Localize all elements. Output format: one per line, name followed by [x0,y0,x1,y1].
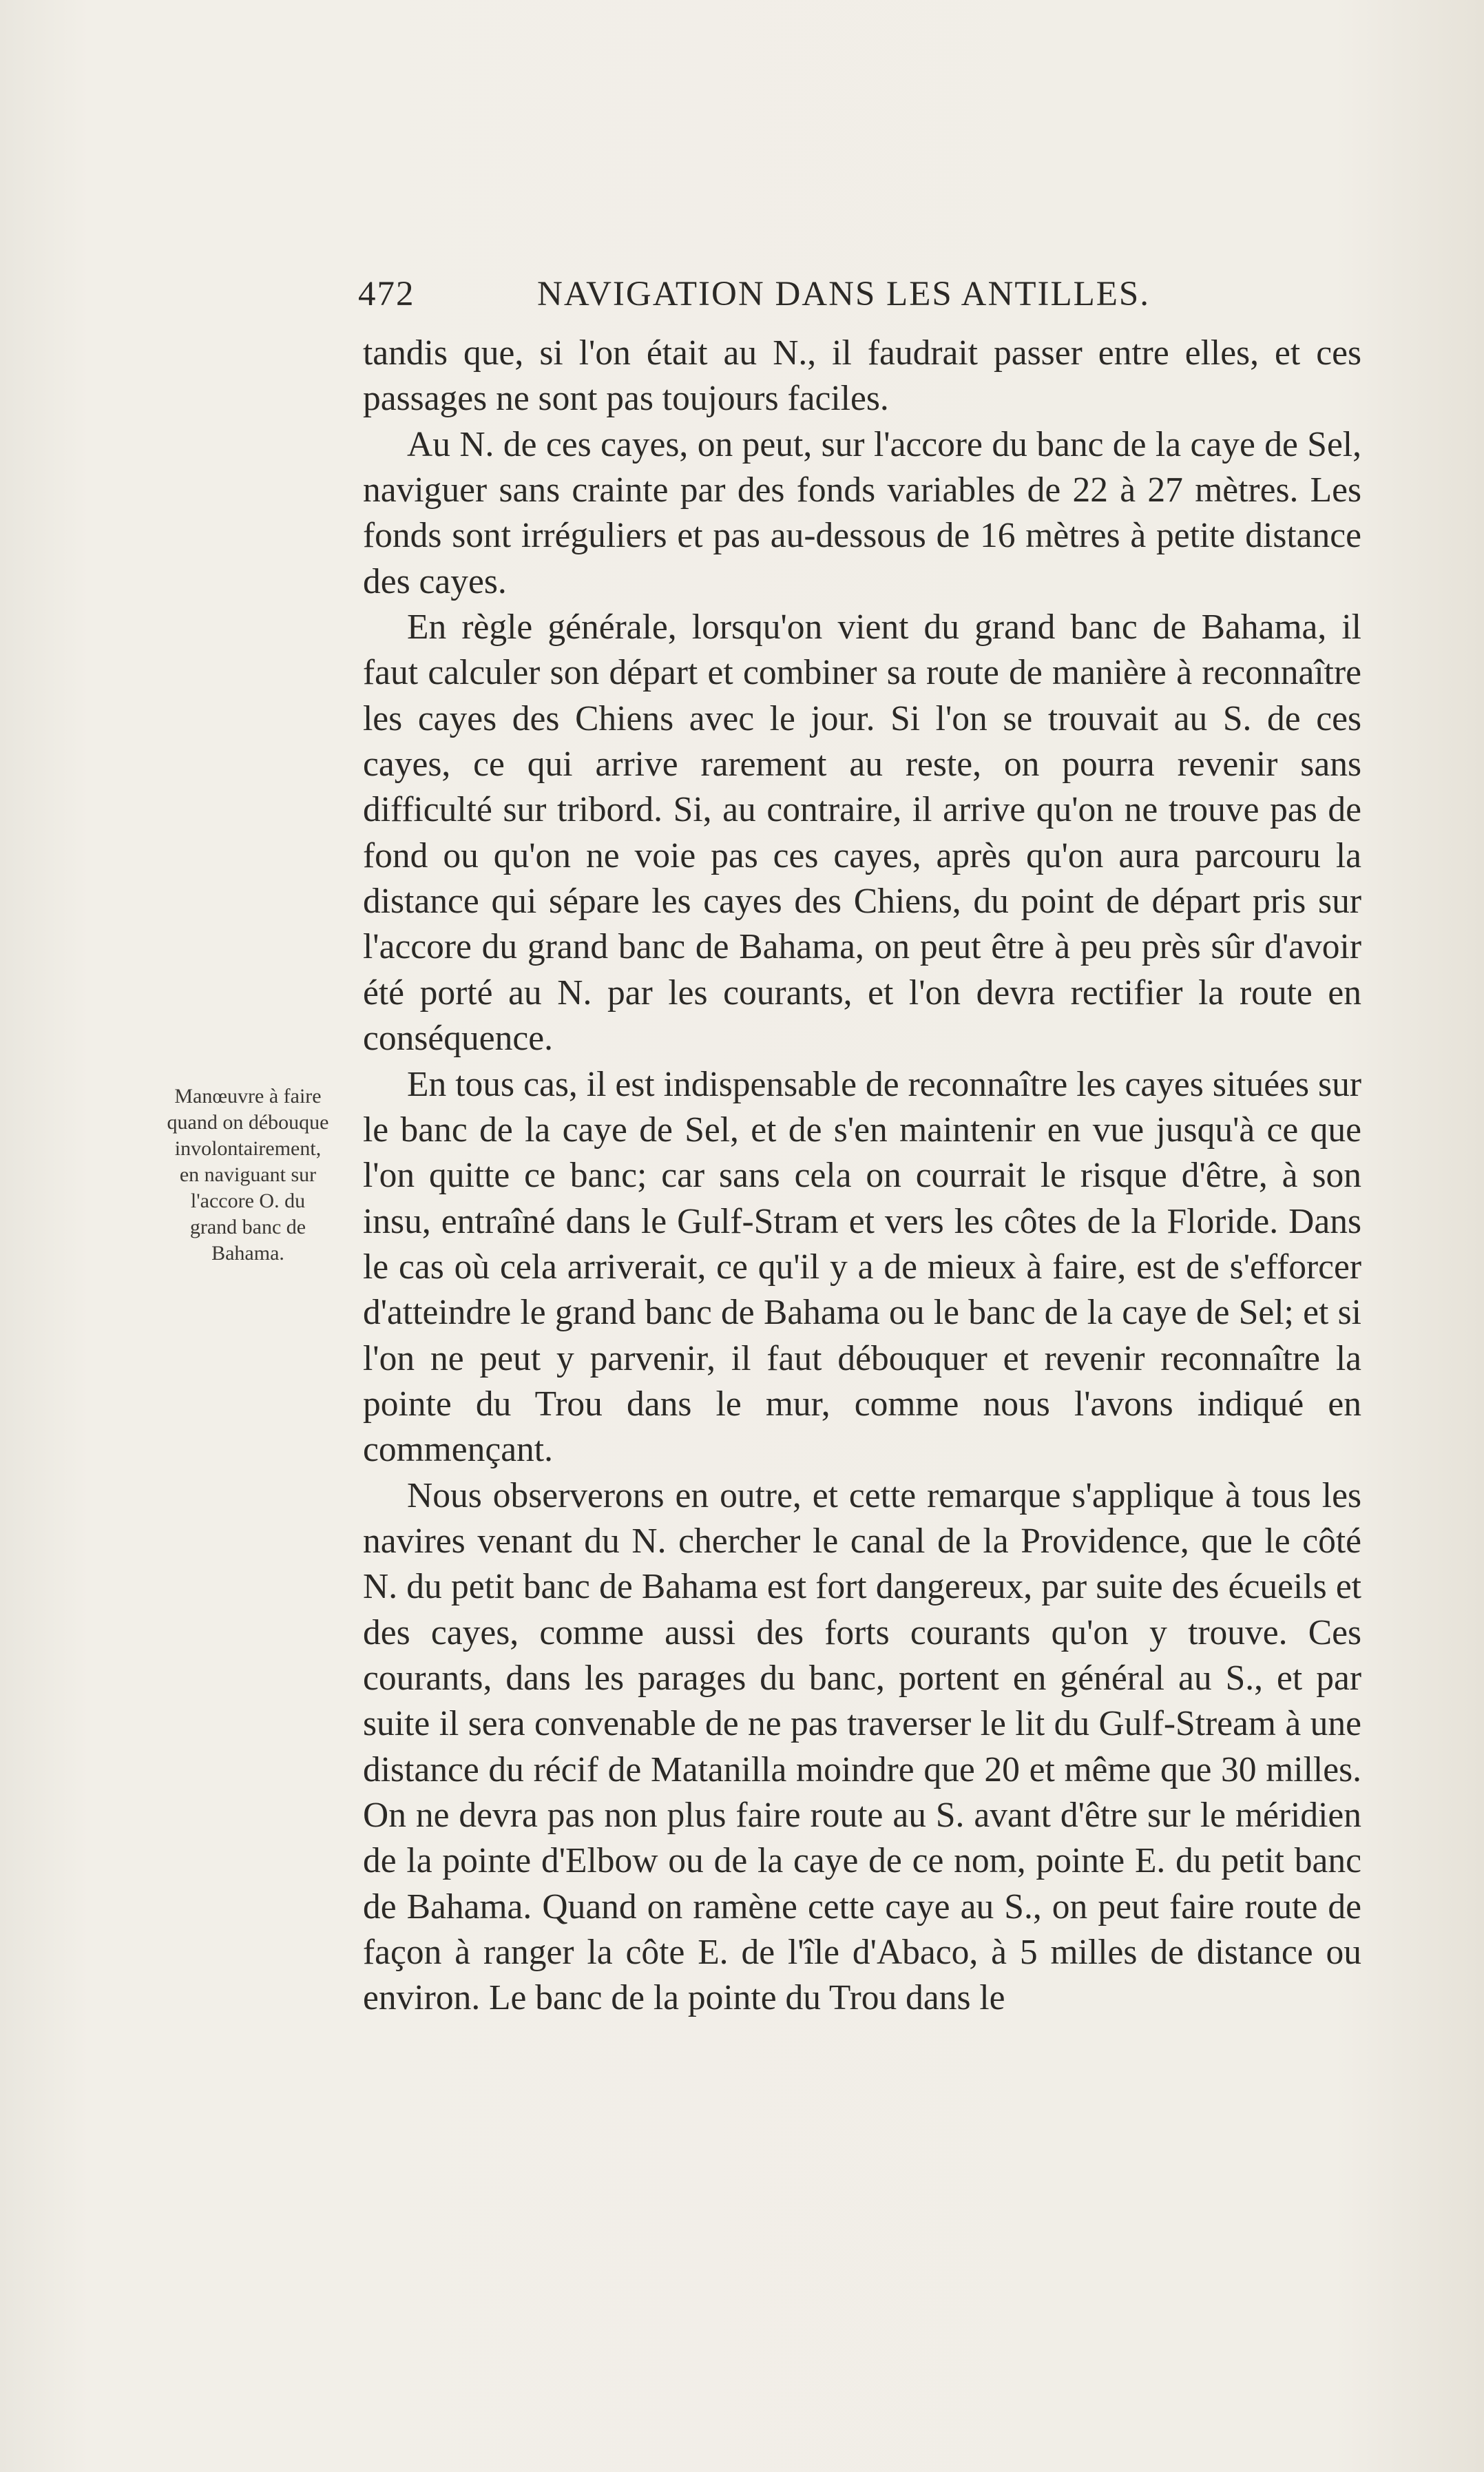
running-title: NAVIGATION DANS LES ANTILLES. [537,275,1151,313]
page-number: 472 [358,275,415,313]
paragraph: tandis que, si l'on était au N., il faudrait passer entre elles, et ces passages ne sont pas toujours faciles. [363,333,1361,419]
paragraph: En règle générale, lorsqu'on vient du grand banc de Bahama, il faut calculer son départ et combiner sa route de manière à reconnaître les cayes des Chiens avec le jour. Si l'on se trouvait au S. de ces cayes, ce qui arrive rarement au reste, on pourra revenir sans difficulté sur tribord. Si, au contraire, il arrive qu'on ne trouve pas de fond ou qu'on ne voie pas ces cayes, après qu'on aura parcouru la distance qui sépare les cayes des Chiens, du point de départ pris sur l'accore du grand banc de Bahama, on peut être à peu près sûr d'avoir été porté au N. par les courants, et l'on devra rectifier la route en conséquence. [363,607,1361,1059]
running-header [358,274,1357,322]
paragraph: Nous observerons en outre, et cette remarque s'applique à tous les navires venant du N. chercher le canal de la Providence, que le côté N. du petit banc de Bahama est fort dangereux, par suite des écueils et des cayes, comme aussi des forts courants qu'on y trouve. Ces courants, dans les parages du banc, portent en général au S., et par suite il sera convenable de ne pas traverser le lit du Gulf-Stream à une distance du récif de Matanilla moindre que 20 et même que 30 milles. On ne devra pas non plus faire route au S. avant d'être sur le méridien de la pointe d'Elbow ou de la caye de ce nom, pointe E. du petit banc de Bahama. Quand on ramène cette caye au S., on peut faire route de façon à ranger la côte E. de l'île d'Abaco, à 5 milles de distance ou environ. Le banc de la pointe du Trou dans le [363,1475,1361,2018]
paragraph: En tous cas, il est indispensable de reconnaître les cayes situées sur le banc de la caye de Sel, et de s'en maintenir en vue jusqu'à ce que l'on quitte ce banc; car sans cela on courrait le risque d'être, à son insu, entraîné dans le Gulf-Stram et vers les côtes de la Floride. Dans le cas où cela arriverait, ce qu'il y a de mieux à faire, est de s'efforcer d'atteindre le grand banc de Bahama ou le banc de la caye de Sel; et si l'on ne peut y parvenir, il faut débouquer et revenir reconnaître la pointe du Trou dans le mur, comme nous l'avons indiqué en commençant. [363,1064,1361,1470]
body-text [363,331,1361,2022]
paragraph: Au N. de ces cayes, on peut, sur l'accore du banc de la caye de Sel, naviguer sans crainte par des fonds variables de 22 à 27 mètres. Les fonds sont irréguliers et pas au-dessous de 16 mètres à petite distance des cayes. [363,424,1361,601]
margin-note: Manœuvre à faire quand on débouque involontairement, en naviguant sur l'accore O. du grand banc de Bahama. [167,1085,329,1265]
